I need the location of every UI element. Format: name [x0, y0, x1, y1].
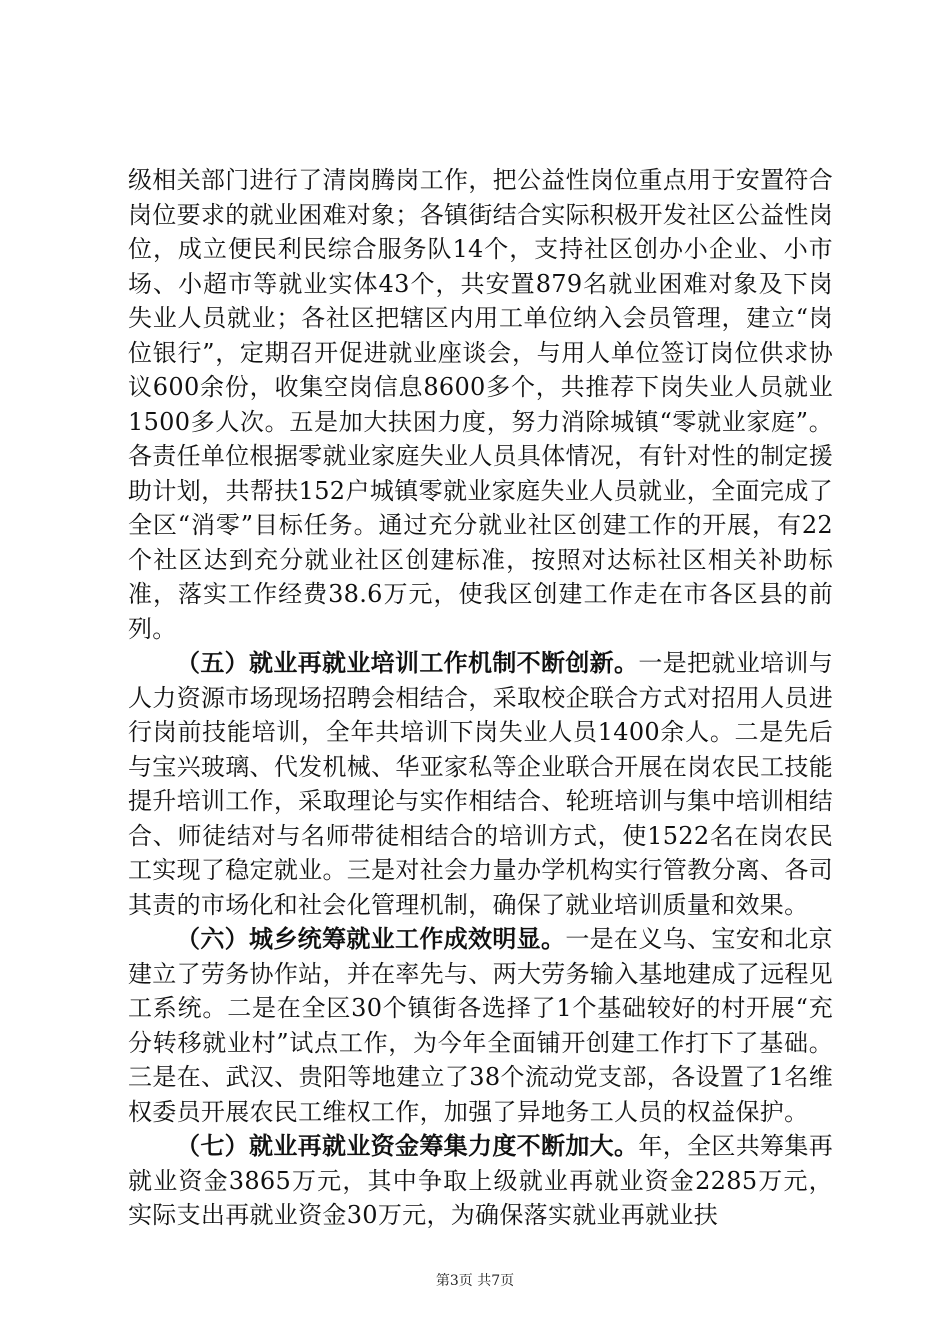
paragraph-continuation [128, 163, 833, 646]
paragraph-section-7 [128, 1129, 833, 1233]
paragraph-lead: （五）就业再就业培训工作机制不断创新。 [176, 648, 639, 677]
page-number-footer: 第3页 共7页 [435, 1273, 515, 1289]
paragraph-text: 年，全区共筹集再就业资金3865万元，其中争取上级就业再就业资金2285万元，实际支出再就业资金30万元，为确保落实就业再就业扶 [128, 1132, 833, 1229]
paragraph-section-6 [128, 922, 833, 1129]
paragraph-text: 一是把就业培训与人力资源市场现场招聘会相结合，采取校企联合方式对招用人员进行岗前技能培训，全年共培训下岗失业人员1400余人。二是先后与宝兴玻璃、代发机械、华亚家私等企业联合开展在岗农民工技能提升培训工作，采取理论与实作相结合、轮班培训与集中培训相结合、师徒结对与名师带徒相结合的培训方式，使1522名在岗农民工实现了稳定就业。三是对社会力量办学机构实行管教分离、各司其责的市场化和社会化管理机制，确保了就业培训质量和效果。 [128, 649, 833, 919]
paragraph-text: 一是在义乌、宝安和北京建立了劳务协作站，并在率先与、两大劳务输入基地建成了远程见工系统。二是在全区30个镇街各选择了1个基础较好的村开展“充分转移就业村”试点工作，为今年全面铺开创建工作打下了基础。三是在、武汉、贵阳等地建立了38个流动党支部，各设置了1名维权委员开展农民工维权工作，加强了异地务工人员的权益保护。 [128, 925, 833, 1126]
document-body [128, 163, 833, 1233]
paragraph-lead: （六）城乡统筹就业工作成效明显。 [176, 924, 566, 953]
paragraph-text: 级相关部门进行了清岗腾岗工作，把公益性岗位重点用于安置符合岗位要求的就业困难对象；各镇街结合实际积极开发社区公益性岗位，成立便民利民综合服务队14个，支持社区创办小企业、小市场、小超市等就业实体43个，共安置879名就业困难对象及下岗失业人员就业；各社区把辖区内用工单位纳入会员管理，建立“岗位银行”，定期召开促进就业座谈会，与用人单位签订岗位供求协议600余份，收集空岗信息8600多个，共推荐下岗失业人员就业1500多人次。五是加大扶困力度，努力消除城镇“零就业家庭”。各责任单位根据零就业家庭失业人员具体情况，有针对性的制定援助计划，共帮扶152户城镇零就业家庭失业人员就业，全面完成了全区“消零”目标任务。通过充分就业社区创建工作的开展，有22个社区达到充分就业社区创建标准，按照对达标社区相关补助标准，落实工作经费38.6万元，使我区创建工作走在市各区县的前列。 [128, 166, 833, 643]
paragraph-section-5 [128, 646, 833, 922]
paragraph-lead: （七）就业再就业资金筹集力度不断加大。 [176, 1131, 639, 1160]
